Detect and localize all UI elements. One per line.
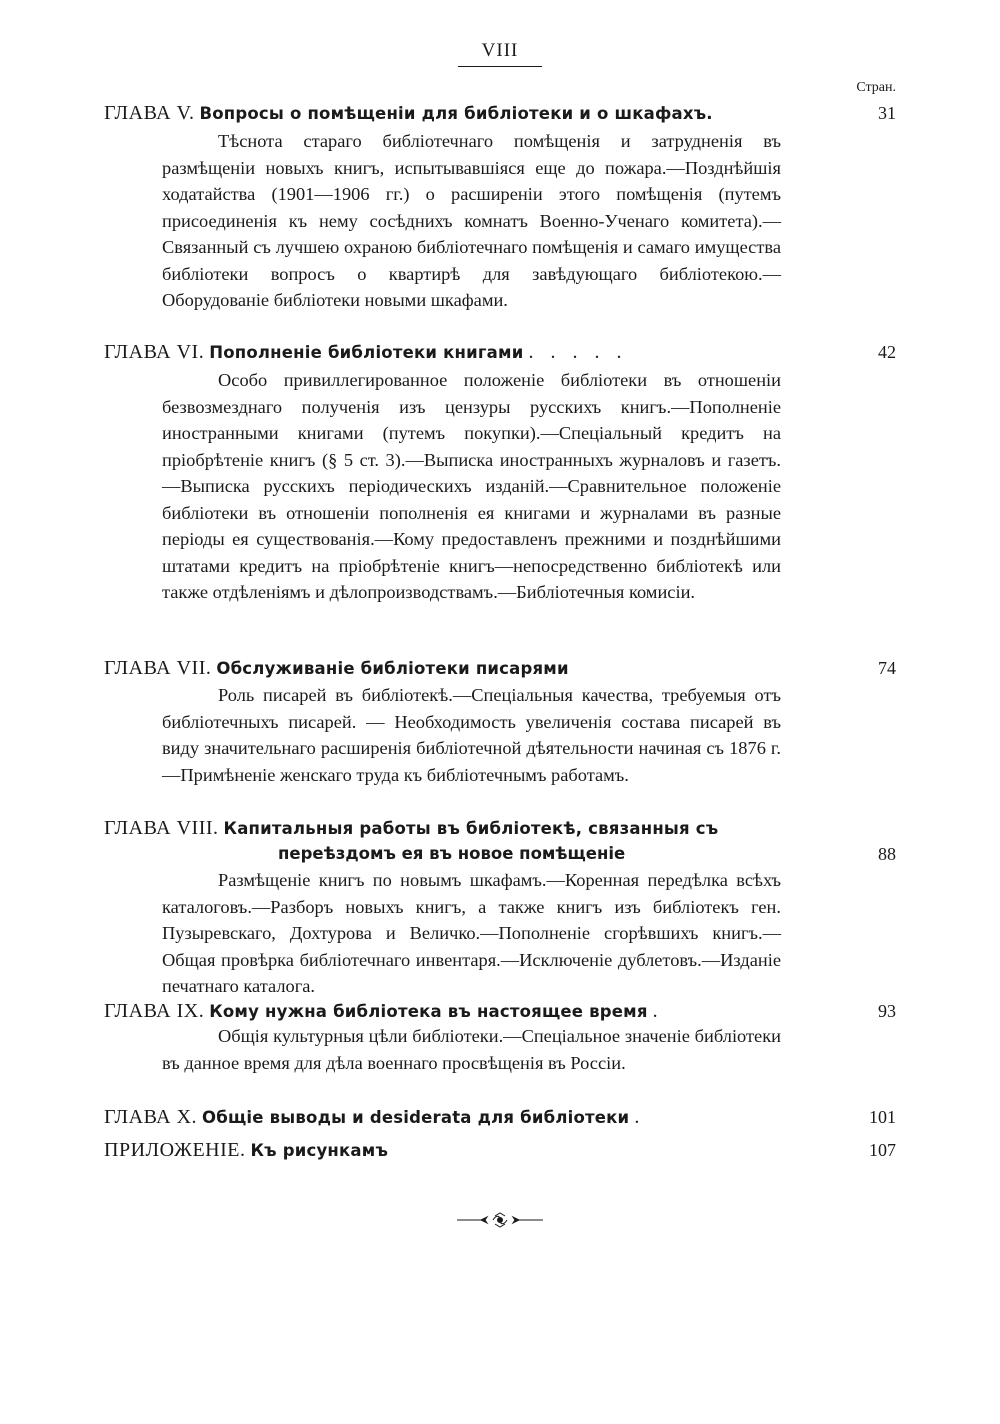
page-folio: VIII	[481, 40, 519, 61]
chapter-page-number: 31	[878, 103, 896, 123]
chapter-page-number: 107	[869, 1140, 896, 1160]
chapter-title: Обслуживаніе библіотеки писарями	[216, 659, 569, 678]
chapter-page-number: 88	[878, 844, 896, 864]
chapter-title: Общіе выводы и desiderata для библіотеки	[202, 1108, 630, 1127]
chapter-page-number: 74	[878, 658, 896, 678]
folio-rule	[458, 66, 542, 67]
toc-entry-heading-5	[104, 98, 896, 128]
leader-dots: .	[634, 1106, 646, 1128]
toc-entry-heading-6	[104, 337, 896, 367]
chapter-label: ГЛАВА V.	[104, 102, 195, 124]
chapter-page-number: 101	[869, 1107, 896, 1127]
page-column-header: Стран.	[856, 80, 896, 95]
chapter-label: ГЛАВА IX.	[104, 1000, 205, 1022]
chapter-summary: Размѣщеніе книгъ по новымъ шкафамъ.—Коренная передѣлка всѣхъ каталоговъ.—Разборъ новыхъ книгъ, а также книгъ изъ библіотекъ ген. Пузыревскаго, Дохтурова и Величко.—Пополненіе сгорѣвшихъ книгъ.—Общая провѣрка библіотечнаго инвентаря.—Исключеніе дублетовъ.—Изданіе печатнаго каталога.	[162, 870, 781, 996]
chapter-label: ПРИЛОЖЕНІЕ.	[104, 1139, 246, 1161]
chapter-summary: Особо привиллегированное положеніе библіотеки въ отношеніи безвозмезднаго полученія изъ цензуры русскихъ книгъ.—Пополненіе иностранными книгами (путемъ покупки).—Спеціальный кредитъ на пріобрѣтеніе книгъ (§ 5 ст. 3).—Выписка иностранныхъ журналовъ и газетъ.—Выписка русскихъ періодическихъ изданій.—Сравнительное положеніе библіотеки въ отношеніи пополненія ея книгами и журналами въ разные періоды ея существованія.—Кому предоставленъ прежними и позднѣйшими штатами кредитъ на пріобрѣтеніе книгъ—непосредственно библіотекѣ или также отдѣленіямъ и дѣлопроизводствамъ.—Библіотечныя комисіи.	[162, 370, 781, 602]
chapter-label: ГЛАВА X.	[104, 1106, 198, 1128]
chapter-summary: Тѣснота стараго библіотечнаго помѣщенія и затрудненія въ размѣщеніи новыхъ книгъ, испытывавшіяся еще до пожара.—Позднѣйшія ходатайства (1901—1906 гг.) о расширеніи этого помѣщенія (путемъ присоединенія къ нему сосѣднихъ комнатъ Военно-Ученаго комитета).—Связанный съ лучшею охраною библіотечнаго помѣщенія и самаго имущества библіотеки вопросъ о квартирѣ для завѣдующаго библіотекою.—Оборудованіе библіотеки новыми шкафами.	[162, 131, 781, 310]
chapter-label: ГЛАВА VII.	[104, 657, 212, 679]
toc-entry-heading-appendix	[104, 1135, 896, 1165]
chapter-summary: Общія культурныя цѣли библіотеки.—Спеціальное значеніе библіотеки въ данное время для дѣла военнаго просвѣщенія въ Россіи.	[162, 1026, 781, 1073]
chapter-label: ГЛАВА VIII.	[104, 817, 219, 839]
leader-dots: .	[652, 1000, 664, 1022]
fleuron-ornament-icon	[455, 1212, 545, 1228]
chapter-title: Пополненіе библіотеки книгами	[209, 343, 524, 362]
toc-entry-heading-7	[104, 653, 896, 683]
chapter-title: Капитальныя работы въ библіотекѣ, связанныя съ	[223, 819, 719, 838]
chapter-title: Кому нужна библіотека въ настоящее время	[209, 1002, 648, 1021]
chapter-title: Къ рисункамъ	[250, 1141, 389, 1160]
toc-entry-heading-10	[104, 1102, 896, 1132]
leader-dots: . . . . .	[528, 341, 628, 363]
chapter-page-number: 42	[878, 342, 896, 362]
chapter-title: Вопросы о помѣщеніи для библіотеки и о шкафахъ.	[199, 104, 713, 123]
chapter-title-continued: переѣздомъ ея въ новое помѣщеніе	[278, 844, 626, 863]
chapter-label: ГЛАВА VI.	[104, 341, 205, 363]
chapter-page-number: 93	[878, 1001, 896, 1021]
toc-entry-heading-9	[104, 996, 896, 1026]
chapter-summary: Роль писарей въ библіотекѣ.—Спеціальныя качества, требуемыя отъ библіотечныхъ писарей. — Необходимость увеличенія состава писарей въ виду значительнаго расширенія библіотечной дѣятельности начиная съ 1876 г.—Примѣненіе женскаго труда къ библіотечнымъ работамъ.	[162, 685, 781, 785]
